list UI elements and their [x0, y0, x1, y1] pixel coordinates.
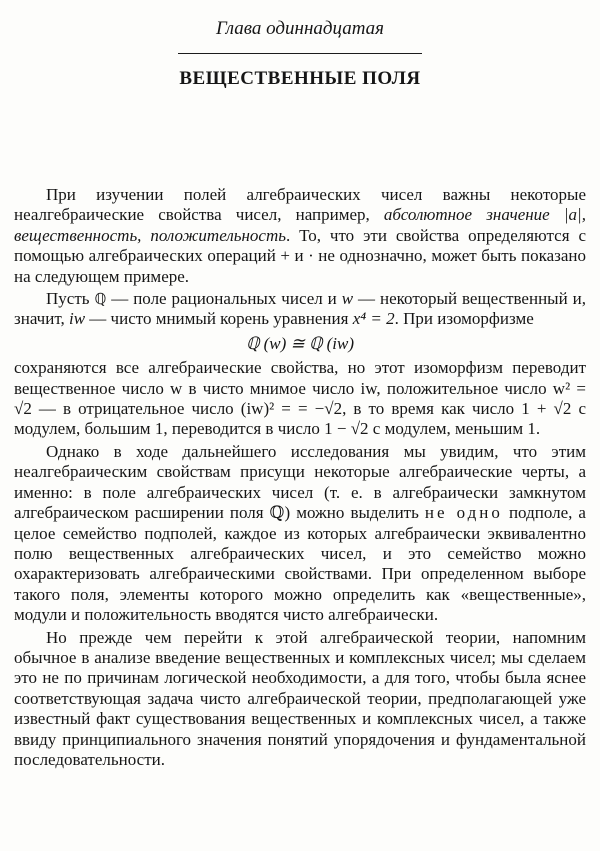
p2-equation: x⁴ = 2 [352, 309, 395, 329]
p2-rationals-symbol: ℚ [94, 290, 107, 309]
p2-text-c: — некоторый вещественный и, значит, [14, 289, 586, 329]
p4-spaced-emphasis: не одно [424, 503, 503, 523]
header-rule [178, 53, 422, 54]
paragraph-1 [14, 185, 586, 287]
p2-text-a: Пусть [46, 289, 95, 309]
chapter-heading: Глава одиннадцатая [215, 18, 385, 39]
paragraph-5: Но прежде чем перейти к этой алгебраической теории, напомним обычное в анализе введение вещественных и комплексных чисел; мы сделаем это не по причинам логической необходимости, а для того, чтобы была яснее соответствующая задача чисто алгебраической теории, предполагающей уже известный факт существования вещественных и комплексных чисел, а также ввиду принципиального значения понятий упорядочения и фундаментальной последовательности. [14, 627, 586, 769]
isomorphism-formula: ℚ (w) ≅ ℚ (iw) [245, 333, 355, 353]
p4-text-a: Однако в ходе дальнейшего исследования мы увидим, что этим неалгебраическим свойствам присущи некоторые алгебраические черты, а именно: в поле алгебраических чисел (т. е. в алгебраически замкнутом алгебраическом расширении поля ℚ) можно выделить [14, 441, 586, 523]
paragraph-4 [14, 442, 586, 626]
paragraph-3: сохраняются все алгебраические свойства, но этот изоморфизм переводит вещественное число w в чисто мнимое число iw, положительное число w² = √2 — в отрицательное число (iw)² = = −√2, в то время как число 1 + √2 с модулем, большим 1, переводится в число 1 − √2 с модулем, меньшим 1. [14, 358, 586, 439]
chapter-title: ВЕЩЕСТВЕННЫЕ ПОЛЯ [179, 68, 421, 89]
paragraph-2 [14, 289, 586, 330]
p2-text-d: — чисто мнимый корень уравнения [85, 309, 353, 329]
p2-var-w: w [341, 289, 354, 309]
p4-text-b: подполе, а целое семейство подполей, каждое из которых алгебраически эквивалентно полю вещественных алгебраических чисел, и это семейство можно охарактеризовать алгебраическими свойствами. При определенном выборе такого поля, элементы которого можно определить как «вещественные», модули и положительность вводятся чисто алгебраически. [14, 503, 586, 625]
p2-text-e: . При изоморфизме [394, 309, 534, 329]
p1-text-a: При изучении полей алгебраических чисел важны некоторые неалгебраические свойства чисел, например, [14, 185, 586, 225]
p1-italic-terms: абсолютное значение |a|, вещественность, положительность [14, 205, 586, 245]
p1-text-c: . То, что эти свойства определяются с помощью алгебраических операций + и · не однозначно, может быть показано на следующем примере. [14, 225, 587, 286]
p2-text-b: — поле рациональных чисел и [106, 289, 342, 309]
p2-var-iw: iw [68, 309, 86, 329]
body-text [14, 185, 586, 770]
